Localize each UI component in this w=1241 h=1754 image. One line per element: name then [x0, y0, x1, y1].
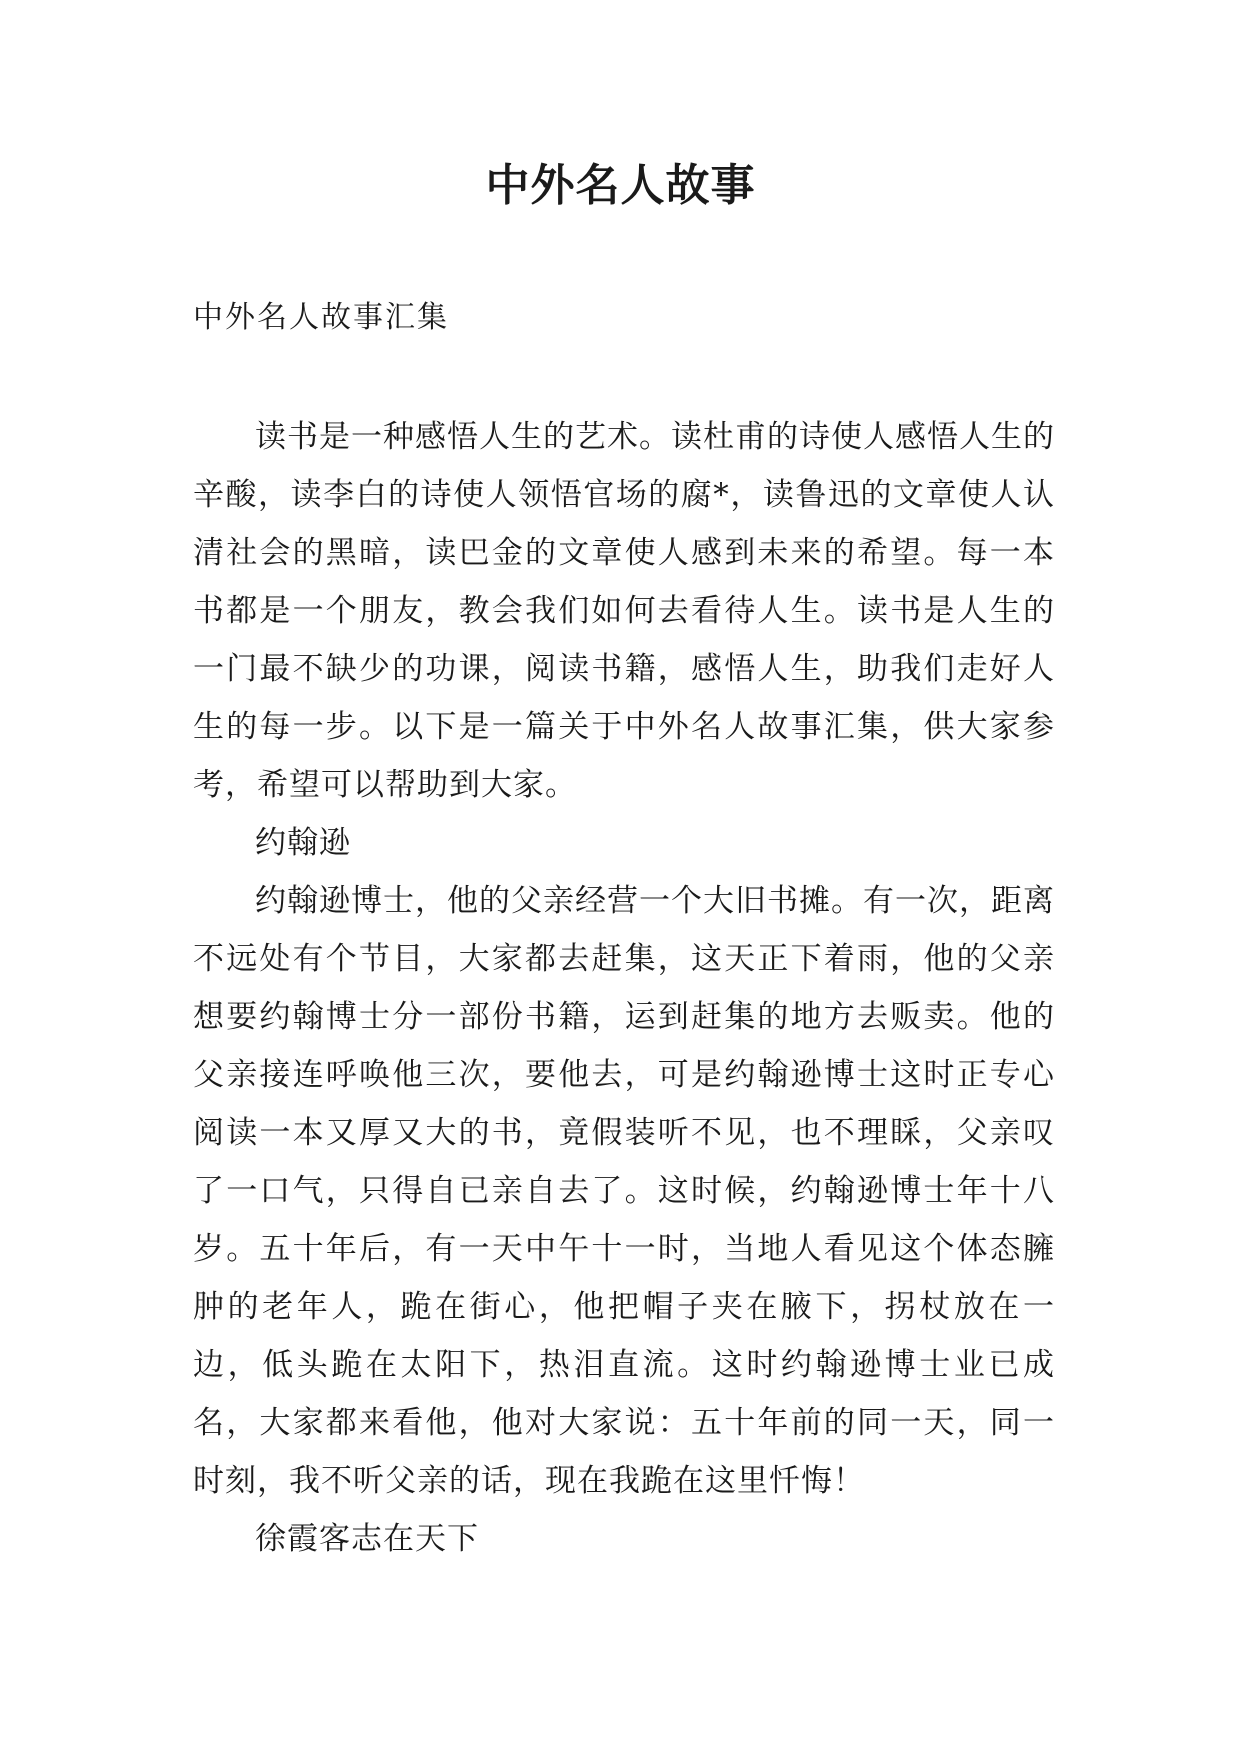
section-heading-johnson: 约翰逊: [255, 825, 351, 861]
document-title: 中外名人故事: [485, 160, 756, 211]
document-body: [193, 408, 1055, 1568]
paragraph-johnson-story: 约翰逊博士，他的父亲经营一个大旧书摊。有一次，距离不远处有个节目，大家都去赶集，这天正下着雨，他的父亲想要约翰博士分一部份书籍，运到赶集的地方去贩卖。他的父亲接连呼唤他三次，要他去，可是约翰逊博士这时正专心阅读一本又厚又大的书，竟假装听不见，也不理睬，父亲叹了一口气，只得自已亲自去了。这时候，约翰逊博士年十八岁。五十年后，有一天中午十一时，当地人看见这个体态臃肿的老年人，跪在街心，他把帽子夹在腋下，拐杖放在一边，低头跪在太阳下，热泪直流。这时约翰逊博士业已成名，大家都来看他，他对大家说：五十年前的同一天，同一时刻，我不听父亲的话，现在我跪在这里忏悔！: [193, 883, 1055, 1499]
paragraph-intro: 读书是一种感悟人生的艺术。读杜甫的诗使人感悟人生的辛酸，读李白的诗使人领悟官场的腐*，读鲁迅的文章使人认清社会的黑暗，读巴金的文章使人感到未来的希望。每一本书都是一个朋友，教会我们如何去看待人生。读书是人生的一门最不缺少的功课，阅读书籍，感悟人生，助我们走好人生的每一步。以下是一篇关于中外名人故事汇集，供大家参考，希望可以帮助到大家。: [193, 419, 1055, 803]
section-heading-xu-xiake: 徐霞客志在天下: [255, 1521, 479, 1557]
document-subtitle: 中外名人故事汇集: [193, 300, 449, 335]
